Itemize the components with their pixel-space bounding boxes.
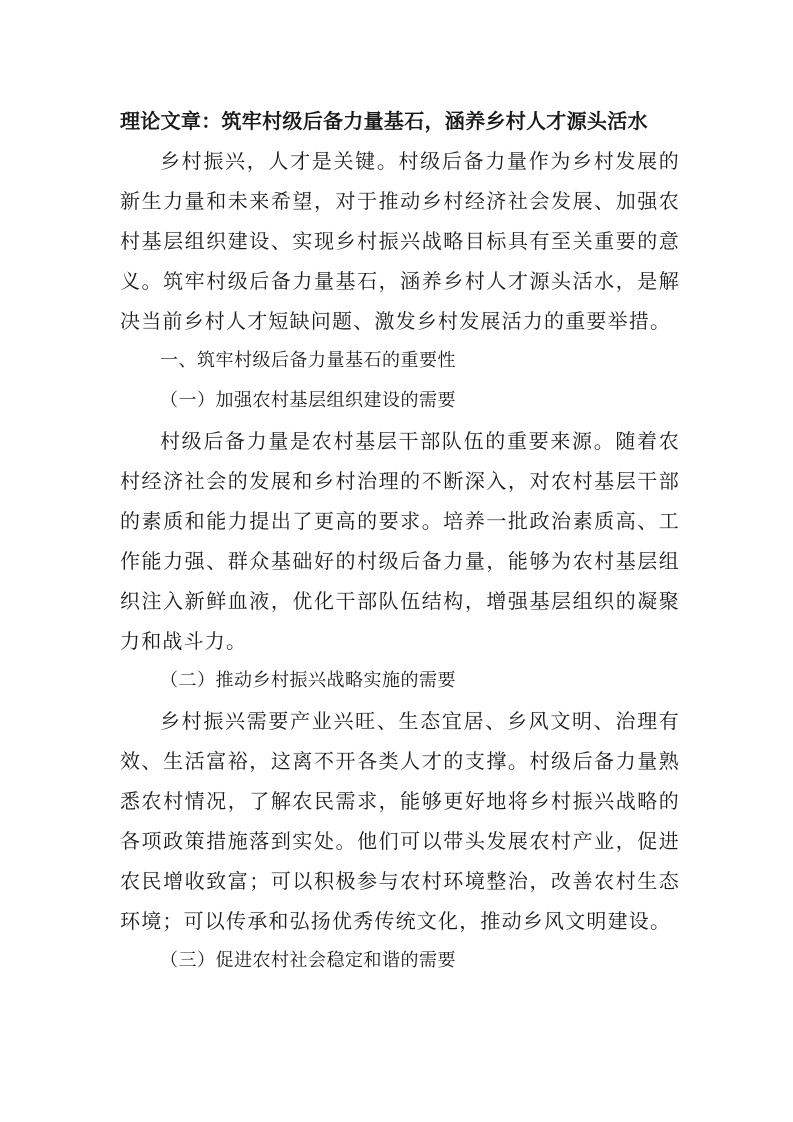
- section-heading-1: 一、筑牢村级后备力量基石的重要性: [160, 350, 456, 371]
- document-title: 理论文章：筑牢村级后备力量基石，涵养乡村人才源头活水: [120, 109, 648, 133]
- subsection-heading-2: （二）推动乡村振兴战略实施的需要: [160, 670, 456, 691]
- document-body: [120, 101, 680, 981]
- intro-paragraph: 乡村振兴，人才是关键。村级后备力量作为乡村发展的新生力量和未来希望，对于推动乡村经济社会发展、加强农村基层组织建设、实现乡村振兴战略目标具有至关重要的意义。筑牢村级后备力量基石，涵养乡村人才源头活水，是解决当前乡村人才短缺问题、激发乡村发展活力的重要举措。: [120, 149, 680, 333]
- subsection-heading-3: （三）促进农村社会稳定和谐的需要: [160, 950, 456, 971]
- subsection-paragraph-2: 乡村振兴需要产业兴旺、生态宜居、乡风文明、治理有效、生活富裕，这离不开各类人才的支撑。村级后备力量熟悉农村情况，了解农民需求，能够更好地将乡村振兴战略的各项政策措施落到实处。他们可以带头发展农村产业，促进农民增收致富；可以积极参与农村环境整治，改善农村生态环境；可以传承和弘扬优秀传统文化，推动乡风文明建设。: [120, 709, 680, 933]
- subsection-heading-1: （一）加强农村基层组织建设的需要: [160, 390, 456, 411]
- subsection-paragraph-1: 村级后备力量是农村基层干部队伍的重要来源。随着农村经济社会的发展和乡村治理的不断深入，对农村基层干部的素质和能力提出了更高的要求。培养一批政治素质高、工作能力强、群众基础好的村级后备力量，能够为农村基层组织注入新鲜血液，优化干部队伍结构，增强基层组织的凝聚力和战斗力。: [120, 429, 680, 653]
